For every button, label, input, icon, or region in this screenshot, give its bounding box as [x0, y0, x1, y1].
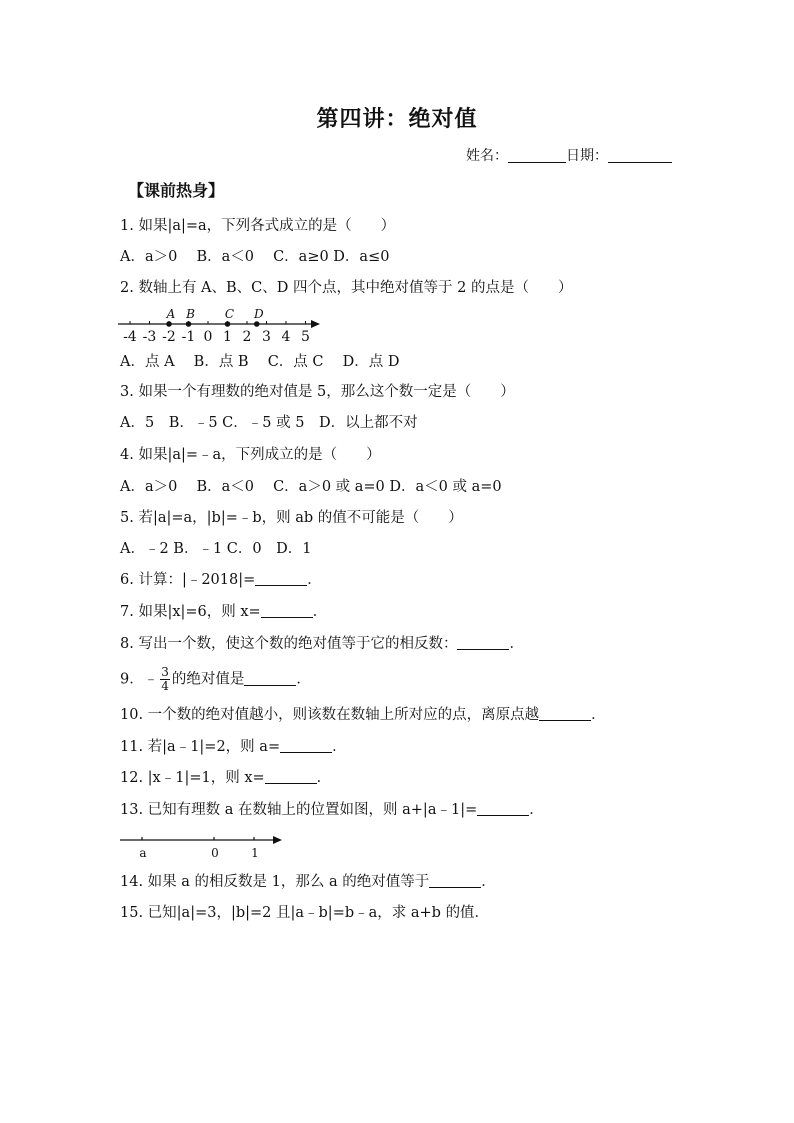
tick-label: -1 — [181, 329, 196, 345]
question-10 — [120, 705, 606, 725]
question-14-text: 14. 如果 a 的相反数是 1，那么 a 的绝对值等于 — [120, 874, 430, 890]
question-5: 5. 若|a|=a，|b|=﹣b，则 ab 的值不可能是（ ） — [120, 510, 463, 526]
tick-label: 3 — [262, 329, 271, 345]
period: ． — [307, 572, 322, 588]
period: ． — [296, 671, 311, 688]
question-13 — [120, 800, 544, 820]
question-11-text: 11. 若|a﹣1|=2，则 a= — [120, 739, 281, 755]
point-d-dot — [254, 321, 260, 327]
fraction-numerator: 3 — [161, 665, 169, 679]
question-13-text: 13. 已知有理数 a 在数轴上的位置如图，则 a+|a﹣1|= — [120, 802, 478, 818]
point-a-label: A — [166, 307, 176, 321]
question-6 — [120, 570, 322, 590]
question-12 — [120, 768, 331, 788]
page-title: 第四讲：绝对值 — [316, 106, 478, 132]
tick-label: 4 — [281, 329, 291, 345]
question-3-options: A．5 B．﹣5 C．﹣5 或 5 D．以上都不对 — [120, 415, 418, 431]
name-label: 姓名： — [466, 148, 508, 164]
question-9-prefix: 9．﹣ — [120, 671, 159, 688]
question-1-options: A．a＞0 B．a＜0 C．a≥0 D．a≤0 — [120, 249, 390, 265]
question-2: 2. 数轴上有 A、B、C、D 四个点，其中绝对值等于 2 的点是（ ） — [120, 280, 573, 296]
date-label: 日期： — [566, 148, 608, 164]
name-blank[interactable] — [508, 148, 566, 163]
question-10-text: 10. 一个数的绝对值越小，则该数在数轴上所对应的点，离原点越 — [120, 707, 540, 723]
tick-label: -4 — [123, 329, 137, 345]
period: ． — [316, 770, 332, 786]
question-5-options: A．﹣2 B．﹣1 C．0 D．1 — [120, 541, 312, 557]
question-9-text: 的绝对值是 — [171, 671, 245, 688]
answer-blank-11[interactable] — [280, 738, 332, 753]
axis-arrow — [311, 320, 320, 328]
label-zero: 0 — [211, 846, 219, 860]
period: ． — [591, 707, 606, 723]
fraction-denominator: 4 — [161, 679, 169, 693]
number-line-1 — [116, 302, 331, 348]
tick-label: -2 — [162, 329, 176, 345]
answer-blank-12[interactable] — [265, 769, 317, 784]
answer-blank-6[interactable] — [255, 571, 307, 586]
question-4-options: A．a＞0 B．a＜0 C．a＞0 或 a=0 D．a＜0 或 a=0 — [120, 479, 502, 495]
tick-label: 0 — [203, 329, 213, 345]
question-11 — [120, 737, 347, 757]
tick-label: -3 — [142, 329, 157, 345]
period: ． — [529, 802, 544, 818]
period: ． — [509, 636, 524, 652]
axis-arrow — [273, 836, 282, 844]
point-c-dot — [225, 321, 231, 327]
question-14 — [120, 872, 496, 892]
period: ． — [481, 874, 496, 890]
answer-blank-7[interactable] — [261, 603, 313, 618]
point-d-label: D — [253, 307, 264, 321]
question-4: 4. 如果|a|=﹣a，下列成立的是（ ） — [120, 447, 381, 463]
question-15: 15. 已知|a|=3，|b|=2 且|a﹣b|=b﹣a，求 a+b 的值． — [120, 905, 490, 921]
question-8-text: 8. 写出一个数，使这个数的绝对值等于它的相反数： — [120, 636, 458, 652]
question-7 — [120, 602, 327, 622]
question-3: 3. 如果一个有理数的绝对值是 5，那么这个数一定是（ ） — [120, 384, 515, 400]
point-a-dot — [166, 321, 172, 327]
number-line-2 — [118, 830, 288, 864]
point-c-label: C — [224, 307, 235, 321]
tick-label: 2 — [242, 329, 252, 345]
period: ． — [312, 604, 328, 620]
answer-blank-8[interactable] — [457, 635, 509, 650]
section-title: 【课前热身】 — [128, 181, 225, 200]
point-b-dot — [186, 321, 192, 327]
name-date-line — [466, 145, 672, 165]
answer-blank-14[interactable] — [429, 873, 481, 888]
question-6-text: 6. 计算：|﹣2018|= — [120, 572, 256, 588]
question-2-options: A．点 A B．点 B C．点 C D．点 D — [120, 354, 400, 370]
tick-label: 1 — [223, 329, 232, 345]
point-b-label: B — [186, 307, 195, 321]
fraction — [160, 666, 170, 693]
answer-blank-10[interactable] — [539, 706, 591, 721]
question-9 — [120, 666, 311, 693]
answer-blank-13[interactable] — [477, 801, 529, 816]
label-a: a — [139, 846, 147, 860]
period: ． — [332, 739, 347, 755]
answer-blank-9[interactable] — [244, 671, 296, 686]
tick-label: 5 — [301, 329, 310, 345]
question-7-text: 7. 如果|x|=6，则 x= — [120, 604, 261, 620]
label-one: 1 — [251, 846, 259, 860]
question-8 — [120, 634, 524, 654]
date-blank[interactable] — [608, 148, 672, 163]
question-1: 1. 如果|a|=a，下列各式成立的是（ ） — [120, 218, 396, 234]
question-12-text: 12. |x﹣1|=1，则 x= — [120, 770, 265, 786]
